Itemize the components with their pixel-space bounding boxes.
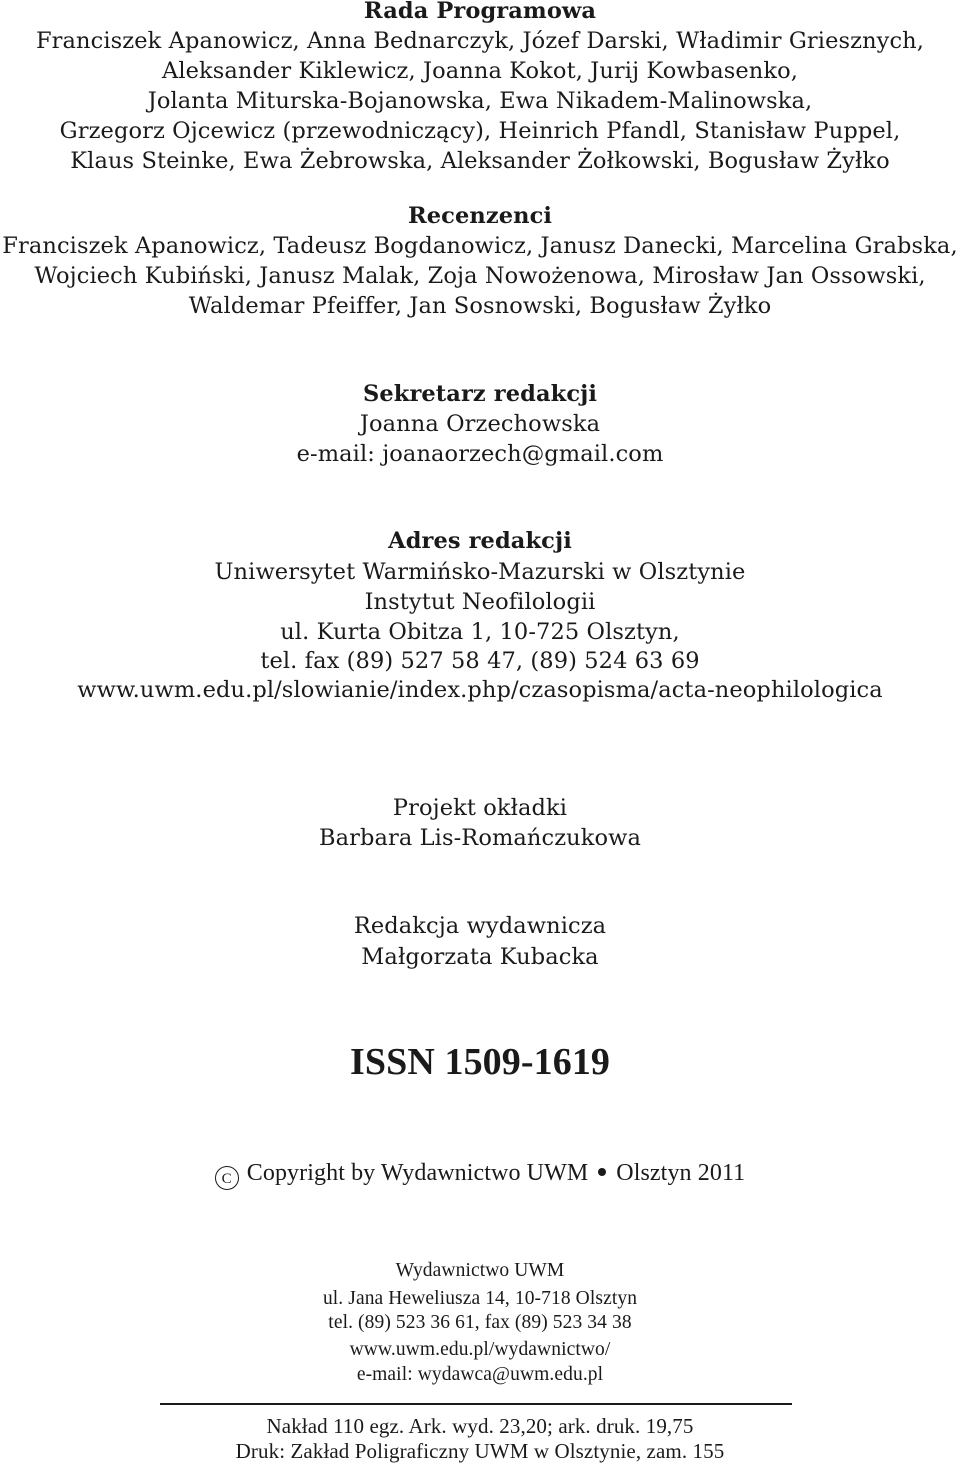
sekretarz-email: e-mail: joanaorzech@gmail.com [296,441,664,467]
footer-line: Druk: Zakład Poligraficzny UWM w Olsztynie, zam. 155 [235,1439,725,1463]
divider [160,1403,792,1405]
publisher-line: tel. (89) 523 36 61, fax (89) 523 34 38 [328,1312,632,1333]
publisher-line: www.uwm.edu.pl/wydawnictwo/ [349,1339,611,1360]
rada-heading: Rada Programowa [363,0,597,24]
adres-heading: Adres redakcji [388,528,572,554]
copyright-place: Olsztyn 2011 [616,1160,746,1186]
publisher-line: ul. Jana Heweliusza 14, 10-718 Olsztyn [322,1288,638,1309]
projekt-heading: Projekt okładki [392,795,568,821]
copyright-line [0,1158,960,1190]
rada-line: Aleksander Kiklewicz, Joanna Kokot, Jurij Kowbasenko, [161,58,799,84]
publisher-line: Wydawnictwo UWM [395,1260,565,1281]
adres-line: Instytut Neofilologii [364,589,596,615]
adres-line: Uniwersytet Warmińsko-Mazurski w Olsztynie [214,559,746,585]
recenzenci-heading: Recenzenci [407,203,553,229]
redakcja-wydawnicza-name: Małgorzata Kubacka [361,944,599,970]
adres-line: ul. Kurta Obitza 1, 10-725 Olsztyn, [280,619,680,645]
bullet-icon [598,1168,606,1176]
projekt-name: Barbara Lis-Romańczukowa [318,825,642,851]
sekretarz-heading: Sekretarz redakcji [362,381,598,407]
issn: ISSN 1509-1619 [349,1041,611,1083]
redakcja-wydawnicza-heading: Redakcja wydawnicza [353,913,607,939]
adres-line: tel. fax (89) 527 58 47, (89) 524 63 69 [260,648,700,674]
recenzenci-line: Franciszek Apanowicz, Tadeusz Bogdanowicz, Janusz Danecki, Marcelina Grabska, [2,233,958,259]
copyright-icon: C [215,1166,239,1190]
rada-line: Franciszek Apanowicz, Anna Bednarczyk, Józef Darski, Władimir Griesznych, [35,28,925,54]
rada-line: Klaus Steinke, Ewa Żebrowska, Aleksander Żołkowski, Bogusław Żyłko [70,148,890,174]
footer-line: Nakład 110 egz. Ark. wyd. 23,20; ark. druk. 19,75 [266,1414,694,1438]
rada-line: Jolanta Miturska-Bojanowska, Ewa Nikadem-Malinowska, [147,88,813,114]
rada-line: Grzegorz Ojcewicz (przewodniczący), Heinrich Pfandl, Stanisław Puppel, [59,118,901,144]
sekretarz-name: Joanna Orzechowska [359,411,601,437]
recenzenci-line: Wojciech Kubiński, Janusz Malak, Zoja Nowożenowa, Mirosław Jan Ossowski, [34,263,926,289]
adres-url: www.uwm.edu.pl/slowianie/index.php/czasopisma/acta-neophilologica [77,677,883,703]
copyright-text: Copyright by Wydawnictwo UWM [246,1160,589,1186]
recenzenci-line: Waldemar Pfeiffer, Jan Sosnowski, Bogusław Żyłko [188,293,772,319]
publisher-line: e-mail: wydawca@uwm.edu.pl [356,1364,604,1385]
